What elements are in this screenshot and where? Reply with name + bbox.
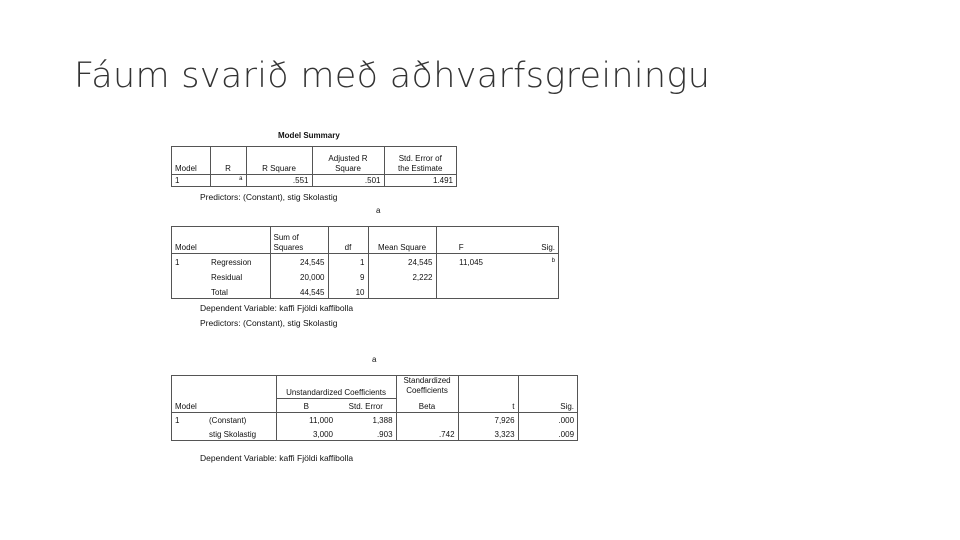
anova-cell-sig: b [551, 258, 555, 264]
coef-row-label: (Constant) [206, 412, 276, 426]
anova-row-label: Regression [208, 253, 270, 268]
anova-cell-df: 10 [328, 283, 368, 298]
anova-cell-ss: 44,545 [270, 283, 328, 298]
model-summary-caption: Model Summary [278, 131, 340, 140]
anova-cell-ss: 24,545 [270, 253, 328, 268]
anova-cell-df: 1 [328, 253, 368, 268]
ms-header-std-error: Std. Error of the Estimate [384, 147, 456, 174]
coef-cell-b: 3,000 [312, 430, 334, 439]
anova-row-label: Residual [208, 268, 270, 283]
ms-cell-adj-r-square: .501 [312, 174, 384, 186]
coef-header-std-error: Std. Error [336, 398, 396, 412]
coef-cell-t: 3,323 [458, 426, 518, 440]
ms-cell-r: a [210, 174, 246, 186]
coef-cell-beta [396, 412, 458, 426]
coef-header-unstandardized: Unstandardized Coefficients [276, 376, 396, 398]
anova-header-sig: Sig. [486, 227, 558, 253]
anova-note-dependent: Dependent Variable: kaffi Fjöldi kaffibolla [200, 303, 354, 313]
anova-header-df: df [328, 227, 368, 253]
coefficients-table [172, 376, 577, 440]
anova-cell-f: 11,045 [459, 258, 483, 267]
ms-cell-model: 1 [172, 174, 210, 186]
anova-caption: a [376, 206, 381, 215]
anova-header-model: Model [172, 227, 208, 253]
coef-header-model: Model [172, 376, 276, 412]
ms-header-adj-r-square: Adjusted R Square [312, 147, 384, 174]
coef-header-beta: Beta [396, 398, 458, 412]
coef-row-label: stig Skolastig [206, 426, 276, 440]
ms-cell-r-square: .551 [246, 174, 312, 186]
anova-cell-model: 1 [175, 258, 180, 267]
anova-header-f: F [436, 227, 486, 253]
coefficients-note: Dependent Variable: kaffi Fjöldi kaffibolla [200, 453, 354, 463]
anova-row-label: Total [208, 283, 270, 298]
coef-cell-t: 7,926 [458, 412, 518, 426]
coef-cell-sig: .009 [558, 430, 575, 439]
coef-header-b: B [276, 398, 336, 412]
anova-cell-ms: 24,545 [368, 253, 436, 268]
slide-title: Fáum svarið með aðhvarfsgreiningu [74, 56, 711, 96]
coef-header-standardized: Standardized Coefficients [396, 376, 458, 398]
coef-cell-model: 1 [172, 412, 206, 426]
coef-cell-b: 11,000 [309, 416, 334, 425]
anova-note-predictors: Predictors: (Constant), stig Skolastig [200, 318, 338, 328]
coef-header-t: t [458, 398, 518, 412]
anova-cell-ss: 20,000 [270, 268, 328, 283]
anova-table [172, 227, 558, 298]
coef-cell-std-error: .903 [336, 426, 396, 440]
anova-cell-df: 9 [328, 268, 368, 283]
ms-header-r-square: R Square [246, 147, 312, 174]
coef-cell-std-error: 1,388 [336, 412, 396, 426]
coef-cell-beta: .742 [396, 426, 458, 440]
ms-header-model: Model [172, 147, 210, 174]
model-summary-table [172, 147, 456, 186]
coef-cell-sig: .000 [558, 416, 575, 425]
ms-header-r: R [210, 147, 246, 174]
coefficients-caption: a [372, 355, 377, 364]
anova-cell-ms: 2,222 [368, 268, 436, 283]
coef-header-sig: Sig. [518, 398, 577, 412]
anova-header-sum-of-squares: Sum of Squares [270, 227, 328, 253]
model-summary-note: Predictors: (Constant), stig Skolastig [200, 192, 338, 202]
ms-cell-std-error: 1.491 [432, 176, 453, 185]
anova-header-mean-square: Mean Square [368, 227, 436, 253]
